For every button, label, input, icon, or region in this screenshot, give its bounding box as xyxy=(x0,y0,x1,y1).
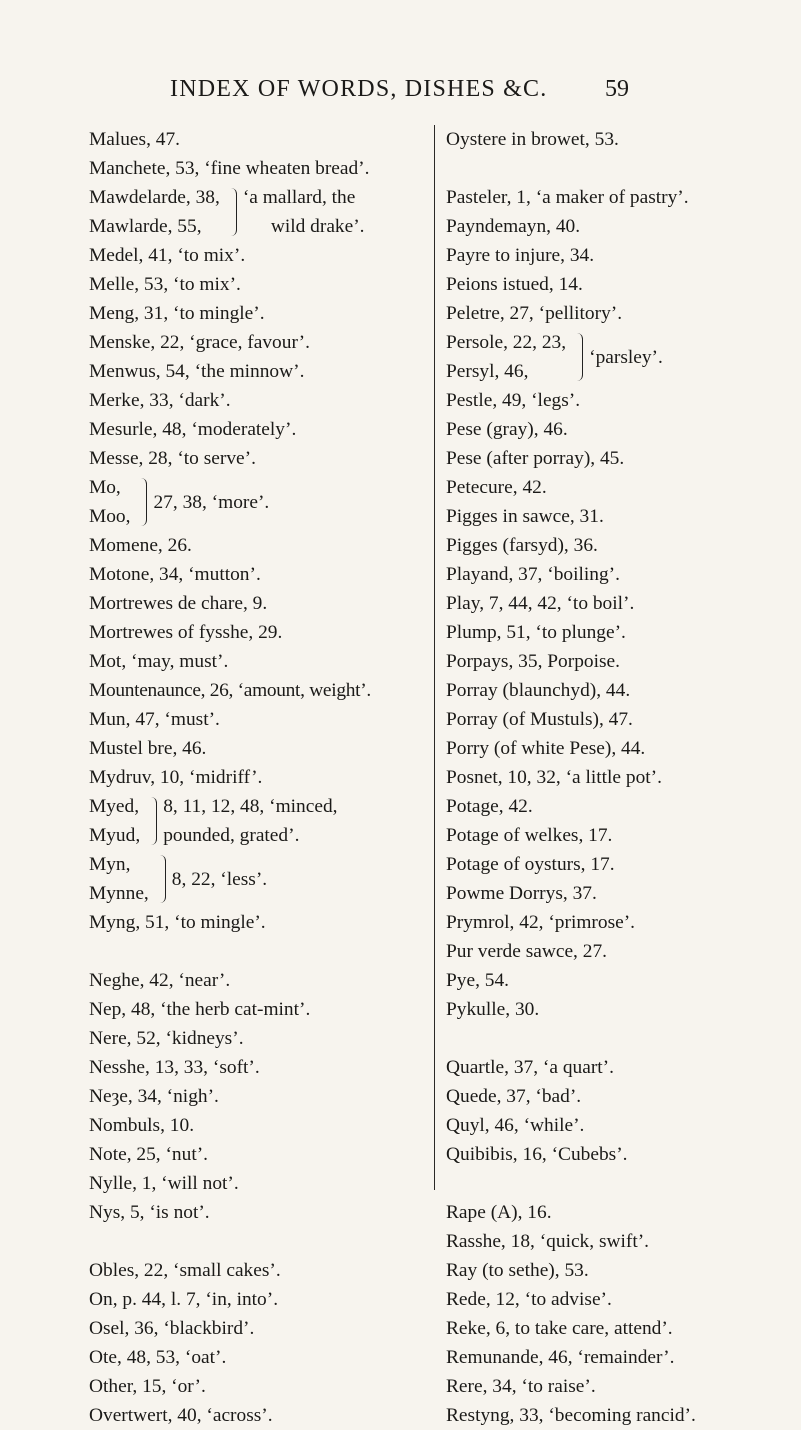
index-entry: Nep, 48, ‘the herb cat-mint’. xyxy=(89,999,311,1020)
index-column-left xyxy=(89,125,427,1430)
index-entry: Pye, 54. xyxy=(446,970,510,991)
index-entry: Other, 15, ‘or’. xyxy=(89,1376,206,1397)
index-entry: Potage, 42. xyxy=(446,796,533,817)
index-headword: Myed, xyxy=(89,796,140,817)
index-entry-group xyxy=(89,473,427,531)
index-entry: Oystere in browet, 53. xyxy=(446,129,619,150)
index-entry: Porray (of Mustuls), 47. xyxy=(446,709,633,730)
index-entry: Peletre, 27, ‘pellitory’. xyxy=(446,303,623,324)
index-entry: Note, 25, ‘nut’. xyxy=(89,1144,209,1165)
index-entry: Remunande, 46, ‘remainder’. xyxy=(446,1347,675,1368)
index-entry: Pur verde sawce, 27. xyxy=(446,941,607,962)
index-headword: Moo, xyxy=(89,506,131,527)
index-entry: Pigges in sawce, 31. xyxy=(446,506,604,527)
index-entry: Pestle, 49, ‘legs’. xyxy=(446,390,581,411)
index-entry: Payre to injure, 34. xyxy=(446,245,595,266)
index-entry: Mot, ‘may, must’. xyxy=(89,651,229,672)
index-entry: Messe, 28, ‘to serve’. xyxy=(89,448,256,469)
index-entry: Posnet, 10, 32, ‘a little pot’. xyxy=(446,767,662,788)
index-gloss: pounded, grated’. xyxy=(163,825,300,846)
index-entry: Porry (of white Pese), 44. xyxy=(446,738,646,759)
index-entry: Restyng, 33, ‘becoming rancid’. xyxy=(446,1405,696,1426)
index-entry: Porpays, 35, Porpoise. xyxy=(446,651,620,672)
index-entry: Malues, 47. xyxy=(89,129,181,150)
index-gloss: 27, 38, ‘more’. xyxy=(153,491,270,513)
index-entry: On, p. 44, l. 7, ‘in, into’. xyxy=(89,1289,279,1310)
index-entry: Mesurle, 48, ‘moderately’. xyxy=(89,419,297,440)
brace-icon xyxy=(144,797,157,845)
index-entry: Menwus, 54, ‘the minnow’. xyxy=(89,361,305,382)
index-entry: Medel, 41, ‘to mix’. xyxy=(89,245,246,266)
brace-icon xyxy=(224,188,237,236)
index-entry: Mountenaunce, 26, ‘amount, weight’. xyxy=(89,680,371,701)
index-entry: Neȝe, 34, ‘nigh’. xyxy=(89,1086,219,1107)
brace-icon xyxy=(570,333,583,381)
index-headword: Mo, xyxy=(89,477,121,498)
index-entry: Myng, 51, ‘to mingle’. xyxy=(89,912,266,933)
index-entry: Mun, 47, ‘must’. xyxy=(89,709,220,730)
index-entry: Rere, 34, ‘to raise’. xyxy=(446,1376,596,1397)
index-entry: Mydruv, 10, ‘midriff’. xyxy=(89,767,263,788)
index-headword: Myud, xyxy=(89,825,141,846)
index-entry: Pese (gray), 46. xyxy=(446,419,568,440)
index-entry: Obles, 22, ‘small cakes’. xyxy=(89,1260,281,1281)
index-entry: Nylle, 1, ‘will not’. xyxy=(89,1173,239,1194)
index-gloss: ‘parsley’. xyxy=(589,346,663,368)
index-entry: Pigges (farsyd), 36. xyxy=(446,535,598,556)
index-entry: Playand, 37, ‘boiling’. xyxy=(446,564,620,585)
index-entry: Nere, 52, ‘kidneys’. xyxy=(89,1028,244,1049)
index-entry: Quibibis, 16, ‘Cubebs’. xyxy=(446,1144,628,1165)
index-entry: Overtwert, 40, ‘across’. xyxy=(89,1405,273,1426)
index-gloss: wild drake’. xyxy=(270,216,365,237)
index-entry: Rape (A), 16. xyxy=(446,1202,552,1223)
brace-icon xyxy=(134,478,147,526)
index-entry: Porray (blaunchyd), 44. xyxy=(446,680,631,701)
index-gloss: ‘a mallard, the xyxy=(242,187,356,208)
index-entry: Ote, 48, 53, ‘oat’. xyxy=(89,1347,227,1368)
index-entry: Nombuls, 10. xyxy=(89,1115,195,1136)
brace-icon xyxy=(153,855,166,903)
index-headword: Mawlarde, 55, xyxy=(89,216,202,237)
index-entry: Melle, 53, ‘to mix’. xyxy=(89,274,241,295)
index-entry: Plump, 51, ‘to plunge’. xyxy=(446,622,626,643)
index-entry-group xyxy=(446,328,796,386)
running-head xyxy=(0,76,801,110)
index-column-right xyxy=(446,125,796,1430)
index-entry: Mortrewes de chare, 9. xyxy=(89,593,268,614)
index-entry-group xyxy=(89,183,427,241)
index-entry: Mortrewes of fysshe, 29. xyxy=(89,622,283,643)
index-entry: Meng, 31, ‘to mingle’. xyxy=(89,303,265,324)
index-entry: Payndemayn, 40. xyxy=(446,216,581,237)
index-headword: Mawdelarde, 38, xyxy=(89,187,220,208)
index-entry: Neghe, 42, ‘near’. xyxy=(89,970,231,991)
index-entry: Quede, 37, ‘bad’. xyxy=(446,1086,582,1107)
index-entry: Rede, 12, ‘to advise’. xyxy=(446,1289,612,1310)
index-entry: Pese (after porray), 45. xyxy=(446,448,625,469)
index-entry: Merke, 33, ‘dark’. xyxy=(89,390,231,411)
index-headword: Mynne, xyxy=(89,883,149,904)
index-entry: Peions istued, 14. xyxy=(446,274,583,295)
index-entry: Nesshe, 13, 33, ‘soft’. xyxy=(89,1057,260,1078)
index-headword: Persyl, 46, xyxy=(446,361,529,382)
index-entry: Play, 7, 44, 42, ‘to boil’. xyxy=(446,593,635,614)
index-entry: Quartle, 37, ‘a quart’. xyxy=(446,1057,614,1078)
index-headword: Myn, xyxy=(89,854,131,875)
index-entry: Motone, 34, ‘mutton’. xyxy=(89,564,261,585)
page-number: 59 xyxy=(605,76,629,102)
index-headword: Persole, 22, 23, xyxy=(446,332,567,353)
index-entry: Mustel bre, 46. xyxy=(89,738,207,759)
index-entry: Manchete, 53, ‘fine wheaten bread’. xyxy=(89,158,370,179)
index-gloss: 8, 11, 12, 48, ‘minced, xyxy=(163,796,338,817)
index-entry: Petecure, 42. xyxy=(446,477,547,498)
index-entry: Osel, 36, ‘blackbird’. xyxy=(89,1318,255,1339)
index-entry: Reke, 6, to take care, attend’. xyxy=(446,1318,673,1339)
column-divider xyxy=(434,125,435,1190)
index-entry: Potage of welkes, 17. xyxy=(446,825,613,846)
index-entry: Ray (to sethe), 53. xyxy=(446,1260,589,1281)
index-entry: Rasshe, 18, ‘quick, swift’. xyxy=(446,1231,650,1252)
index-entry: Potage of oysturs, 17. xyxy=(446,854,615,875)
index-entry: Prymrol, 42, ‘primrose’. xyxy=(446,912,636,933)
index-entry: Nys, 5, ‘is not’. xyxy=(89,1202,210,1223)
index-entry: Pasteler, 1, ‘a maker of pastry’. xyxy=(446,187,689,208)
index-entry-group xyxy=(89,850,427,908)
index-entry: Momene, 26. xyxy=(89,535,192,556)
index-entry: Powme Dorrys, 37. xyxy=(446,883,597,904)
index-entry: Quyl, 46, ‘while’. xyxy=(446,1115,585,1136)
running-head-title: INDEX OF WORDS, DISHES &C. xyxy=(170,76,548,102)
index-entry-group xyxy=(89,792,427,850)
index-entry: Pykulle, 30. xyxy=(446,999,540,1020)
index-entry: Menske, 22, ‘grace, favour’. xyxy=(89,332,310,353)
index-gloss: 8, 22, ‘less’. xyxy=(171,868,268,890)
